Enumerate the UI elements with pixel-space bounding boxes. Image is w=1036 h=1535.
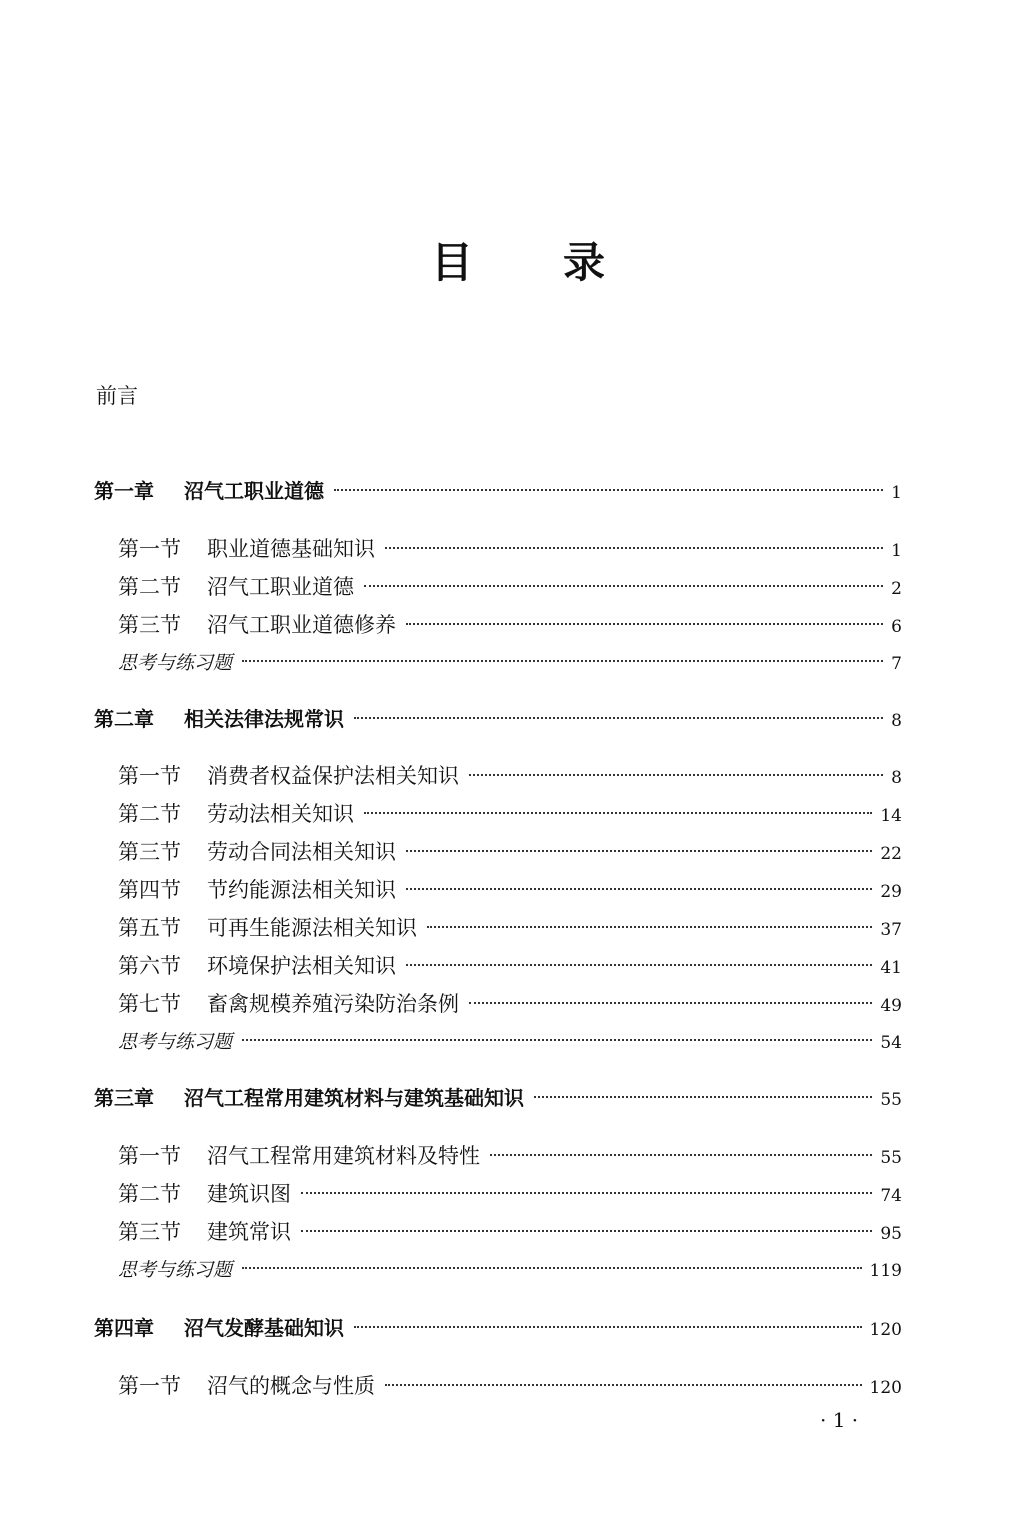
toc-exercise-entry[interactable]: [118, 1255, 902, 1285]
toc-page-number: 95: [880, 1224, 902, 1244]
toc-page-number: 2: [891, 579, 902, 599]
toc-page-number: 49: [880, 996, 902, 1016]
toc-entry-label: [118, 761, 459, 791]
toc-section-entry[interactable]: [118, 799, 902, 829]
dot-leader: [385, 1384, 862, 1386]
toc-entry-number: 第一节: [118, 1144, 181, 1168]
toc-page-number: 119: [869, 1261, 902, 1281]
dot-leader: [406, 850, 872, 852]
toc-entry-number: 第七节: [118, 992, 181, 1016]
toc-chapter-entry[interactable]: [94, 704, 902, 734]
toc-exercise-entry[interactable]: [118, 1027, 902, 1057]
toc-chapter-entry[interactable]: [94, 476, 902, 506]
dot-leader: [354, 1326, 862, 1328]
toc-exercise-entry[interactable]: [118, 648, 902, 678]
dot-leader: [242, 660, 883, 662]
toc-section-entry[interactable]: [118, 1371, 902, 1401]
toc-entry-title: 建筑识图: [207, 1182, 291, 1206]
toc-page-number: 14: [880, 806, 902, 826]
toc-entry-label: [118, 837, 396, 867]
toc-entry-label: [118, 875, 396, 905]
toc-entry-label: [118, 1255, 232, 1285]
toc-entry-number: 第四节: [118, 878, 181, 902]
toc-page-number: 55: [880, 1090, 902, 1110]
toc-entry-title: 沼气工职业道德: [207, 575, 354, 599]
toc-section-entry[interactable]: [118, 951, 902, 981]
toc-page-number: 54: [880, 1033, 902, 1053]
toc-section-entry[interactable]: [118, 572, 902, 602]
toc-section-entry[interactable]: [118, 761, 902, 791]
toc-entry-title: 思考与练习题: [118, 1031, 233, 1053]
toc-entry-label: [94, 476, 324, 506]
toc-entry-label: [118, 610, 396, 640]
toc-entry-label: [118, 1179, 291, 1209]
toc-entry-title: 思考与练习题: [118, 652, 233, 674]
toc-entry-title: 劳动合同法相关知识: [207, 840, 396, 864]
toc-entry-number: 第三章: [94, 1086, 154, 1110]
toc-entry-label: [118, 1141, 480, 1171]
toc-entry-label: [118, 1217, 291, 1247]
toc-entry-title: 节约能源法相关知识: [207, 878, 396, 902]
toc-entry-label: [118, 799, 354, 829]
toc-entry-number: 第三节: [118, 1220, 181, 1244]
dot-leader: [490, 1154, 872, 1156]
toc-entry-title: 可再生能源法相关知识: [207, 916, 417, 940]
dot-leader: [469, 1002, 872, 1004]
toc-entry-label: [118, 913, 417, 943]
toc-page-number: 8: [891, 711, 902, 731]
toc-entry-title: 相关法律法规常识: [184, 707, 344, 731]
toc-chapter-entry[interactable]: [94, 1083, 902, 1113]
toc-page-number: 22: [880, 844, 902, 864]
toc-entry-label: [118, 1027, 232, 1057]
dot-leader: [364, 812, 872, 814]
toc-section-entry[interactable]: [118, 1179, 902, 1209]
toc-entry-number: 第四章: [94, 1316, 154, 1340]
toc-page-number: 55: [880, 1148, 902, 1168]
dot-leader: [301, 1192, 872, 1194]
toc-section-entry[interactable]: [118, 610, 902, 640]
toc-page-number: 8: [891, 768, 902, 788]
toc-entry-title: 沼气工程常用建筑材料与建筑基础知识: [184, 1086, 524, 1110]
toc-page-number: 1: [891, 541, 902, 561]
toc-entry-number: 第一节: [118, 537, 181, 561]
dot-leader: [364, 585, 883, 587]
page-folio: · 1 ·: [820, 1408, 859, 1432]
title-char-1: 目: [430, 238, 473, 287]
toc-entry-number: 第二节: [118, 1182, 181, 1206]
toc-entry-number: 第五节: [118, 916, 181, 940]
dot-leader: [427, 926, 872, 928]
preface-entry[interactable]: 前言: [96, 384, 138, 408]
dot-leader: [242, 1039, 872, 1041]
toc-section-entry[interactable]: [118, 913, 902, 943]
toc-section-entry[interactable]: [118, 837, 902, 867]
toc-entry-title: 劳动法相关知识: [207, 802, 354, 826]
toc-entry-title: 职业道德基础知识: [207, 537, 375, 561]
toc-entry-label: [94, 1083, 524, 1113]
toc-entry-label: [118, 648, 232, 678]
toc-entry-label: [118, 572, 354, 602]
toc-page-number: 120: [869, 1378, 902, 1398]
toc-entry-number: 第二节: [118, 575, 181, 599]
toc-section-entry[interactable]: [118, 1141, 902, 1171]
toc-entry-title: 环境保护法相关知识: [207, 954, 396, 978]
toc-entry-number: 第二章: [94, 707, 154, 731]
toc-entry-title: 沼气发酵基础知识: [184, 1316, 344, 1340]
toc-entry-title: 消费者权益保护法相关知识: [207, 764, 459, 788]
toc-page-number: 6: [891, 617, 902, 637]
toc-entry-number: 第三节: [118, 840, 181, 864]
dot-leader: [242, 1267, 862, 1269]
dot-leader: [334, 489, 883, 491]
toc-entry-number: 第一节: [118, 1374, 181, 1398]
dot-leader: [301, 1230, 872, 1232]
toc-entry-number: 第一节: [118, 764, 181, 788]
toc-section-entry[interactable]: [118, 534, 902, 564]
dot-leader: [406, 964, 872, 966]
toc-entry-label: [118, 989, 459, 1019]
toc-entry-label: [118, 534, 375, 564]
toc-page-number: 120: [869, 1320, 902, 1340]
dot-leader: [385, 547, 883, 549]
toc-entry-title: 畜禽规模养殖污染防治条例: [207, 992, 459, 1016]
toc-entry-title: 沼气的概念与性质: [207, 1374, 375, 1398]
toc-entry-title: 建筑常识: [207, 1220, 291, 1244]
toc-entry-label: [118, 951, 396, 981]
toc-entry-label: [118, 1371, 375, 1401]
toc-section-entry[interactable]: [118, 1217, 902, 1247]
toc-page-number: 37: [880, 920, 902, 940]
toc-entry-number: 第一章: [94, 479, 154, 503]
toc-entry-title: 沼气工程常用建筑材料及特性: [207, 1144, 480, 1168]
dot-leader: [469, 774, 883, 776]
dot-leader: [406, 888, 872, 890]
toc-entry-label: [94, 704, 344, 734]
toc-entry-number: 第二节: [118, 802, 181, 826]
toc-page-number: 41: [880, 958, 902, 978]
toc-entry-title: 思考与练习题: [118, 1259, 233, 1281]
toc-entry-number: 第三节: [118, 613, 181, 637]
toc-entry-label: [94, 1313, 344, 1343]
toc-entry-title: 沼气工职业道德: [184, 479, 324, 503]
toc-page-number: 1: [891, 483, 902, 503]
toc-entry-number: 第六节: [118, 954, 181, 978]
toc-chapter-entry[interactable]: [94, 1313, 902, 1343]
dot-leader: [354, 717, 883, 719]
toc-page-number: 7: [891, 654, 902, 674]
page-title: [0, 230, 1036, 290]
toc-page-number: 29: [880, 882, 902, 902]
toc-page-number: 74: [880, 1186, 902, 1206]
toc-section-entry[interactable]: [118, 875, 902, 905]
dot-leader: [406, 623, 883, 625]
title-char-2: 录: [563, 238, 606, 287]
dot-leader: [534, 1096, 872, 1098]
toc-section-entry[interactable]: [118, 989, 902, 1019]
toc-entry-title: 沼气工职业道德修养: [207, 613, 396, 637]
